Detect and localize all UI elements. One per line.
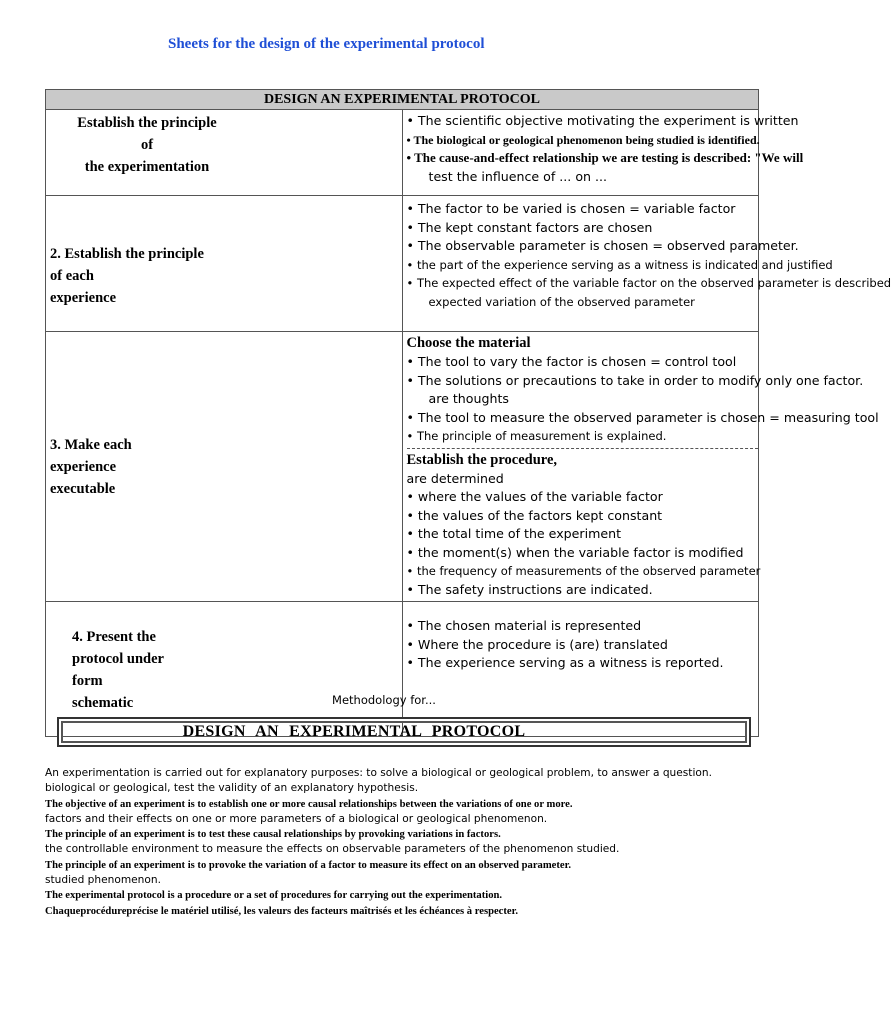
step-label xyxy=(46,602,402,736)
criteria-line: • Where the procedure is (are) translated xyxy=(406,636,668,652)
criteria-cell xyxy=(402,196,891,332)
material-heading: Choose the material xyxy=(406,335,531,351)
criteria-line: • the part of the experience serving as a witness is indicated and justified xyxy=(406,257,833,272)
table-row xyxy=(46,332,759,602)
criteria-line: • The kept constant factors are chosen xyxy=(406,219,653,235)
criteria-line: • The solutions or precautions to take in order to modify only one factor. xyxy=(406,372,864,388)
paragraph-line: The principle of an experiment is to provoke the variation of a factor to measure its effect on an observed parameter. xyxy=(45,859,571,871)
criteria-line: • where the values of the variable factor xyxy=(406,489,663,504)
protocol-title: DESIGN AN EXPERIMENTAL PROTOCOL xyxy=(182,723,526,740)
criteria-line: • the moment(s) when the variable factor is modified xyxy=(406,544,744,560)
paragraph-line: An experimentation is carried out for explanatory purposes: to solve a biological or geological problem, to answer a question. xyxy=(45,767,712,779)
criteria-line: • the frequency of measurements of the observed parameter xyxy=(406,564,761,578)
criteria-line: • The expected effect of the variable factor on the observed parameter is described xyxy=(406,276,891,290)
paragraph-line: studied phenomenon. xyxy=(45,874,161,887)
table-row xyxy=(46,110,759,196)
criteria-line: test the influence of ... on ... xyxy=(428,168,608,184)
body-text xyxy=(45,766,755,919)
step-cell xyxy=(46,196,403,332)
material-section xyxy=(406,332,879,449)
protocol-design-table xyxy=(45,89,891,737)
step-label xyxy=(46,196,402,331)
criteria-line: • The safety instructions are indicated. xyxy=(406,581,653,597)
criteria-line: • The cause-and-effect relationship we are testing is described: "We will xyxy=(406,150,804,165)
criteria-cell xyxy=(402,332,879,602)
step-cell xyxy=(46,110,403,196)
table-header: DESIGN AN EXPERIMENTAL PROTOCOL xyxy=(46,90,759,110)
criteria-line: expected variation of the observed parameter xyxy=(428,294,695,309)
paragraph-line: biological or geological, test the validity of an explanatory hypothesis. xyxy=(45,782,419,795)
criteria-line: are determined xyxy=(406,470,504,486)
paragraph-line: the controllable environment to measure the effects on observable parameters of the phenomenon studied. xyxy=(45,843,620,856)
paragraph-line: The experimental protocol is a procedure or a set of procedures for carrying out the experimentation. xyxy=(45,890,503,902)
paragraph-line: factors and their effects on one or more parameters of a biological or geological phenomenon. xyxy=(45,812,548,825)
procedure-heading: Establish the procedure, xyxy=(406,451,558,468)
criteria-line: • The biological or geological phenomenon being studied is identified. xyxy=(406,132,760,147)
paragraph-line: The principle of an experiment is to test these causal relationships by provoking variations in factors. xyxy=(45,829,501,841)
step-label: Establish the principle of the experimentation xyxy=(77,115,217,175)
paragraph-line: Chaqueprocédureprécise le matériel utilisé, les valeurs des facteurs maîtrisés et les échéances à respecter. xyxy=(45,905,518,917)
criteria-line: are thoughts xyxy=(428,391,509,406)
criteria-cell xyxy=(402,110,804,196)
procedure-section xyxy=(407,449,759,600)
criteria-line: • The principle of measurement is explained. xyxy=(406,429,667,443)
criteria-line: • The tool to measure the observed parameter is chosen = measuring tool xyxy=(406,409,879,425)
table-row xyxy=(46,196,759,332)
protocol-title-box xyxy=(57,717,751,747)
criteria-line: • The observable parameter is chosen = observed parameter. xyxy=(406,238,799,253)
paragraph-line: The objective of an experiment is to establish one or more causal relationships between the variations of one or more. xyxy=(45,798,573,810)
criteria-line: • the total time of the experiment xyxy=(406,526,622,541)
criteria-line: • the values of the factors kept constant xyxy=(406,507,663,523)
criteria-line: • The scientific objective motivating the experiment is written xyxy=(406,113,799,128)
step-label-text: 4. Present the protocol under form schematic xyxy=(72,629,164,711)
criteria-line: • The tool to vary the factor is chosen = control tool xyxy=(406,354,737,369)
criteria-line: • The chosen material is represented xyxy=(406,618,642,633)
step-cell xyxy=(46,332,403,602)
document-title: Sheets for the design of the experimental protocol xyxy=(168,36,485,52)
step-label: 3. Make each experience executable xyxy=(50,436,132,497)
methodology-caption: Methodology for... xyxy=(332,693,436,707)
criteria-line: • The factor to be varied is chosen = variable factor xyxy=(406,201,736,216)
step-label-text: 2. Establish the principle of each experience xyxy=(50,246,204,306)
criteria-line: • The experience serving as a witness is reported. xyxy=(406,655,724,670)
